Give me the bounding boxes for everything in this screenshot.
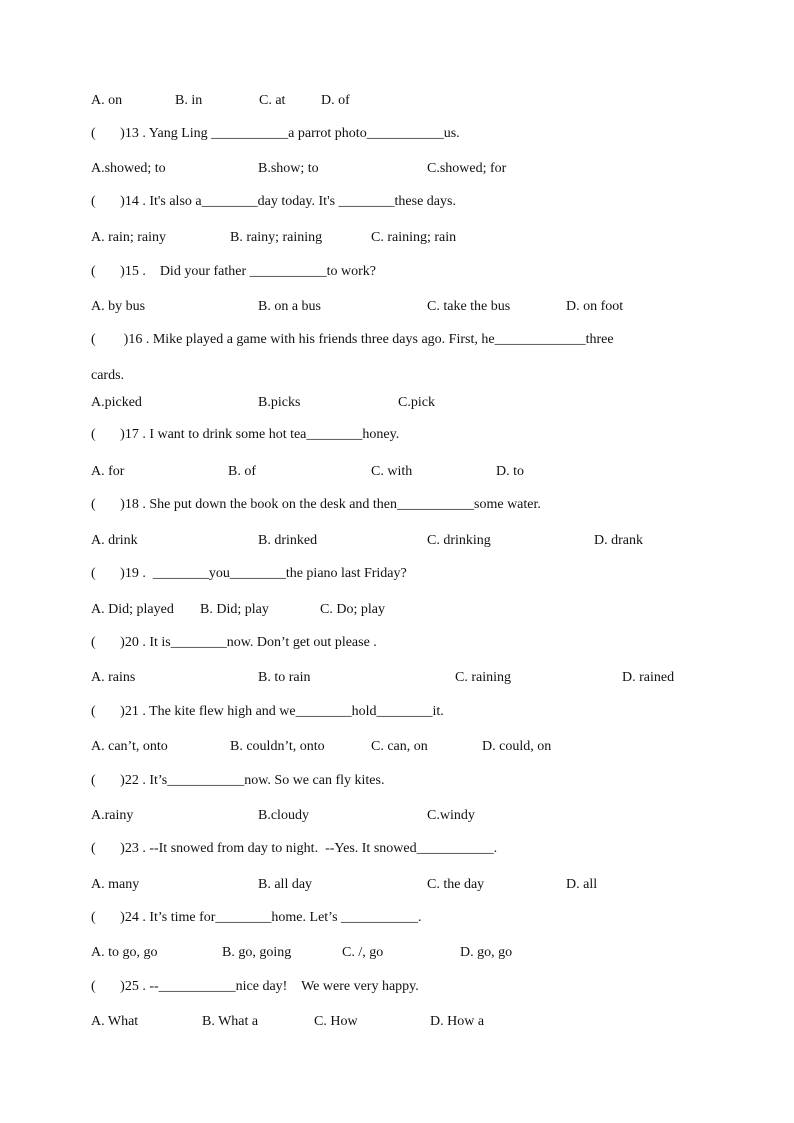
options-row-24 bbox=[91, 943, 513, 963]
option-b: B. to rain bbox=[258, 670, 311, 685]
option-d: D. drank bbox=[594, 533, 643, 548]
option-b: B. all day bbox=[258, 877, 313, 892]
option-c: C. drinking bbox=[427, 533, 491, 548]
option-c: C. can, on bbox=[371, 739, 428, 754]
option-c: C. raining; rain bbox=[371, 230, 457, 245]
question-21: ( )21 . The kite flew high and we________hold________it. bbox=[91, 704, 444, 719]
question-16: ( )16 . Mike played a game with his friends three days ago. First, he_____________three bbox=[91, 332, 614, 347]
option-a: A. on bbox=[91, 93, 123, 108]
option-a: A. to go, go bbox=[91, 945, 158, 960]
question-24: ( )24 . It’s time for________home. Let’s ___________. bbox=[91, 910, 422, 925]
option-b: B. in bbox=[175, 93, 203, 108]
options-row-17 bbox=[91, 462, 524, 482]
option-a: A. for bbox=[91, 464, 125, 479]
option-d: D. How a bbox=[430, 1014, 485, 1029]
question-20: ( )20 . It is________now. Don’t get out please . bbox=[91, 635, 377, 650]
option-c: C. Do; play bbox=[320, 602, 385, 617]
option-b: B. rainy; raining bbox=[230, 230, 323, 245]
option-a: A. many bbox=[91, 877, 140, 892]
options-row-18 bbox=[91, 531, 643, 551]
option-b: B. Did; play bbox=[200, 602, 269, 617]
option-b: B. drinked bbox=[258, 533, 318, 548]
option-d: D. rained bbox=[622, 670, 675, 685]
option-c: C. the day bbox=[427, 877, 485, 892]
option-c: C.pick bbox=[398, 395, 435, 410]
option-c: C. with bbox=[371, 464, 413, 479]
option-a: A. Did; played bbox=[91, 602, 174, 617]
option-a: A.showed; to bbox=[91, 161, 166, 176]
option-a: A.picked bbox=[91, 395, 142, 410]
option-a: A. by bus bbox=[91, 299, 146, 314]
option-c: C. /, go bbox=[342, 945, 384, 960]
option-d: D. go, go bbox=[460, 945, 513, 960]
option-b: B. go, going bbox=[222, 945, 292, 960]
options-row-16 bbox=[91, 393, 435, 413]
option-b: B. on a bus bbox=[258, 299, 321, 314]
options-row-12 bbox=[91, 91, 350, 111]
option-d: D. to bbox=[496, 464, 524, 479]
question-22: ( )22 . It’s___________now. So we can fly kites. bbox=[91, 773, 385, 788]
option-c: C. How bbox=[314, 1014, 358, 1029]
question-14: ( )14 . It's also a________day today. It's ________these days. bbox=[91, 194, 456, 209]
option-c: C.windy bbox=[427, 808, 475, 823]
option-c: C.showed; for bbox=[427, 161, 507, 176]
options-row-13 bbox=[91, 159, 507, 179]
question-16-continued: cards. bbox=[91, 368, 125, 383]
options-row-15 bbox=[91, 297, 624, 317]
option-a: A. drink bbox=[91, 533, 138, 548]
option-b: B.show; to bbox=[258, 161, 319, 176]
question-17: ( )17 . I want to drink some hot tea________honey. bbox=[91, 427, 400, 442]
question-25: ( )25 . --___________nice day! We were very happy. bbox=[91, 979, 419, 994]
option-d: D. on foot bbox=[566, 299, 624, 314]
question-13: ( )13 . Yang Ling ___________a parrot photo___________us. bbox=[91, 126, 460, 141]
option-b: B. What a bbox=[202, 1014, 259, 1029]
question-15: ( )15 . Did your father ___________to work? bbox=[91, 264, 377, 279]
options-row-14 bbox=[91, 228, 457, 248]
question-23: ( )23 . --It snowed from day to night. --Yes. It snowed___________. bbox=[91, 841, 498, 856]
option-a: A.rainy bbox=[91, 808, 134, 823]
option-b: B.picks bbox=[258, 395, 301, 410]
option-d: D. could, on bbox=[482, 739, 552, 754]
options-row-22 bbox=[91, 806, 475, 826]
option-d: D. all bbox=[566, 877, 598, 892]
option-c: C. raining bbox=[455, 670, 511, 685]
options-row-19 bbox=[91, 600, 385, 620]
option-b: B. of bbox=[228, 464, 256, 479]
option-a: A. rain; rainy bbox=[91, 230, 167, 245]
options-row-20 bbox=[91, 668, 675, 688]
option-d: D. of bbox=[321, 93, 350, 108]
options-row-23 bbox=[91, 875, 598, 895]
option-b: B.cloudy bbox=[258, 808, 309, 823]
question-19: ( )19 . ________you________the piano last Friday? bbox=[91, 566, 407, 581]
options-row-25 bbox=[91, 1012, 485, 1032]
option-a: A. can’t, onto bbox=[91, 739, 168, 754]
option-a: A. What bbox=[91, 1014, 139, 1029]
option-c: C. at bbox=[259, 93, 286, 108]
option-b: B. couldn’t, onto bbox=[230, 739, 325, 754]
option-a: A. rains bbox=[91, 670, 136, 685]
option-c: C. take the bus bbox=[427, 299, 511, 314]
options-row-21 bbox=[91, 737, 552, 757]
question-18: ( )18 . She put down the book on the desk and then___________some water. bbox=[91, 497, 541, 512]
